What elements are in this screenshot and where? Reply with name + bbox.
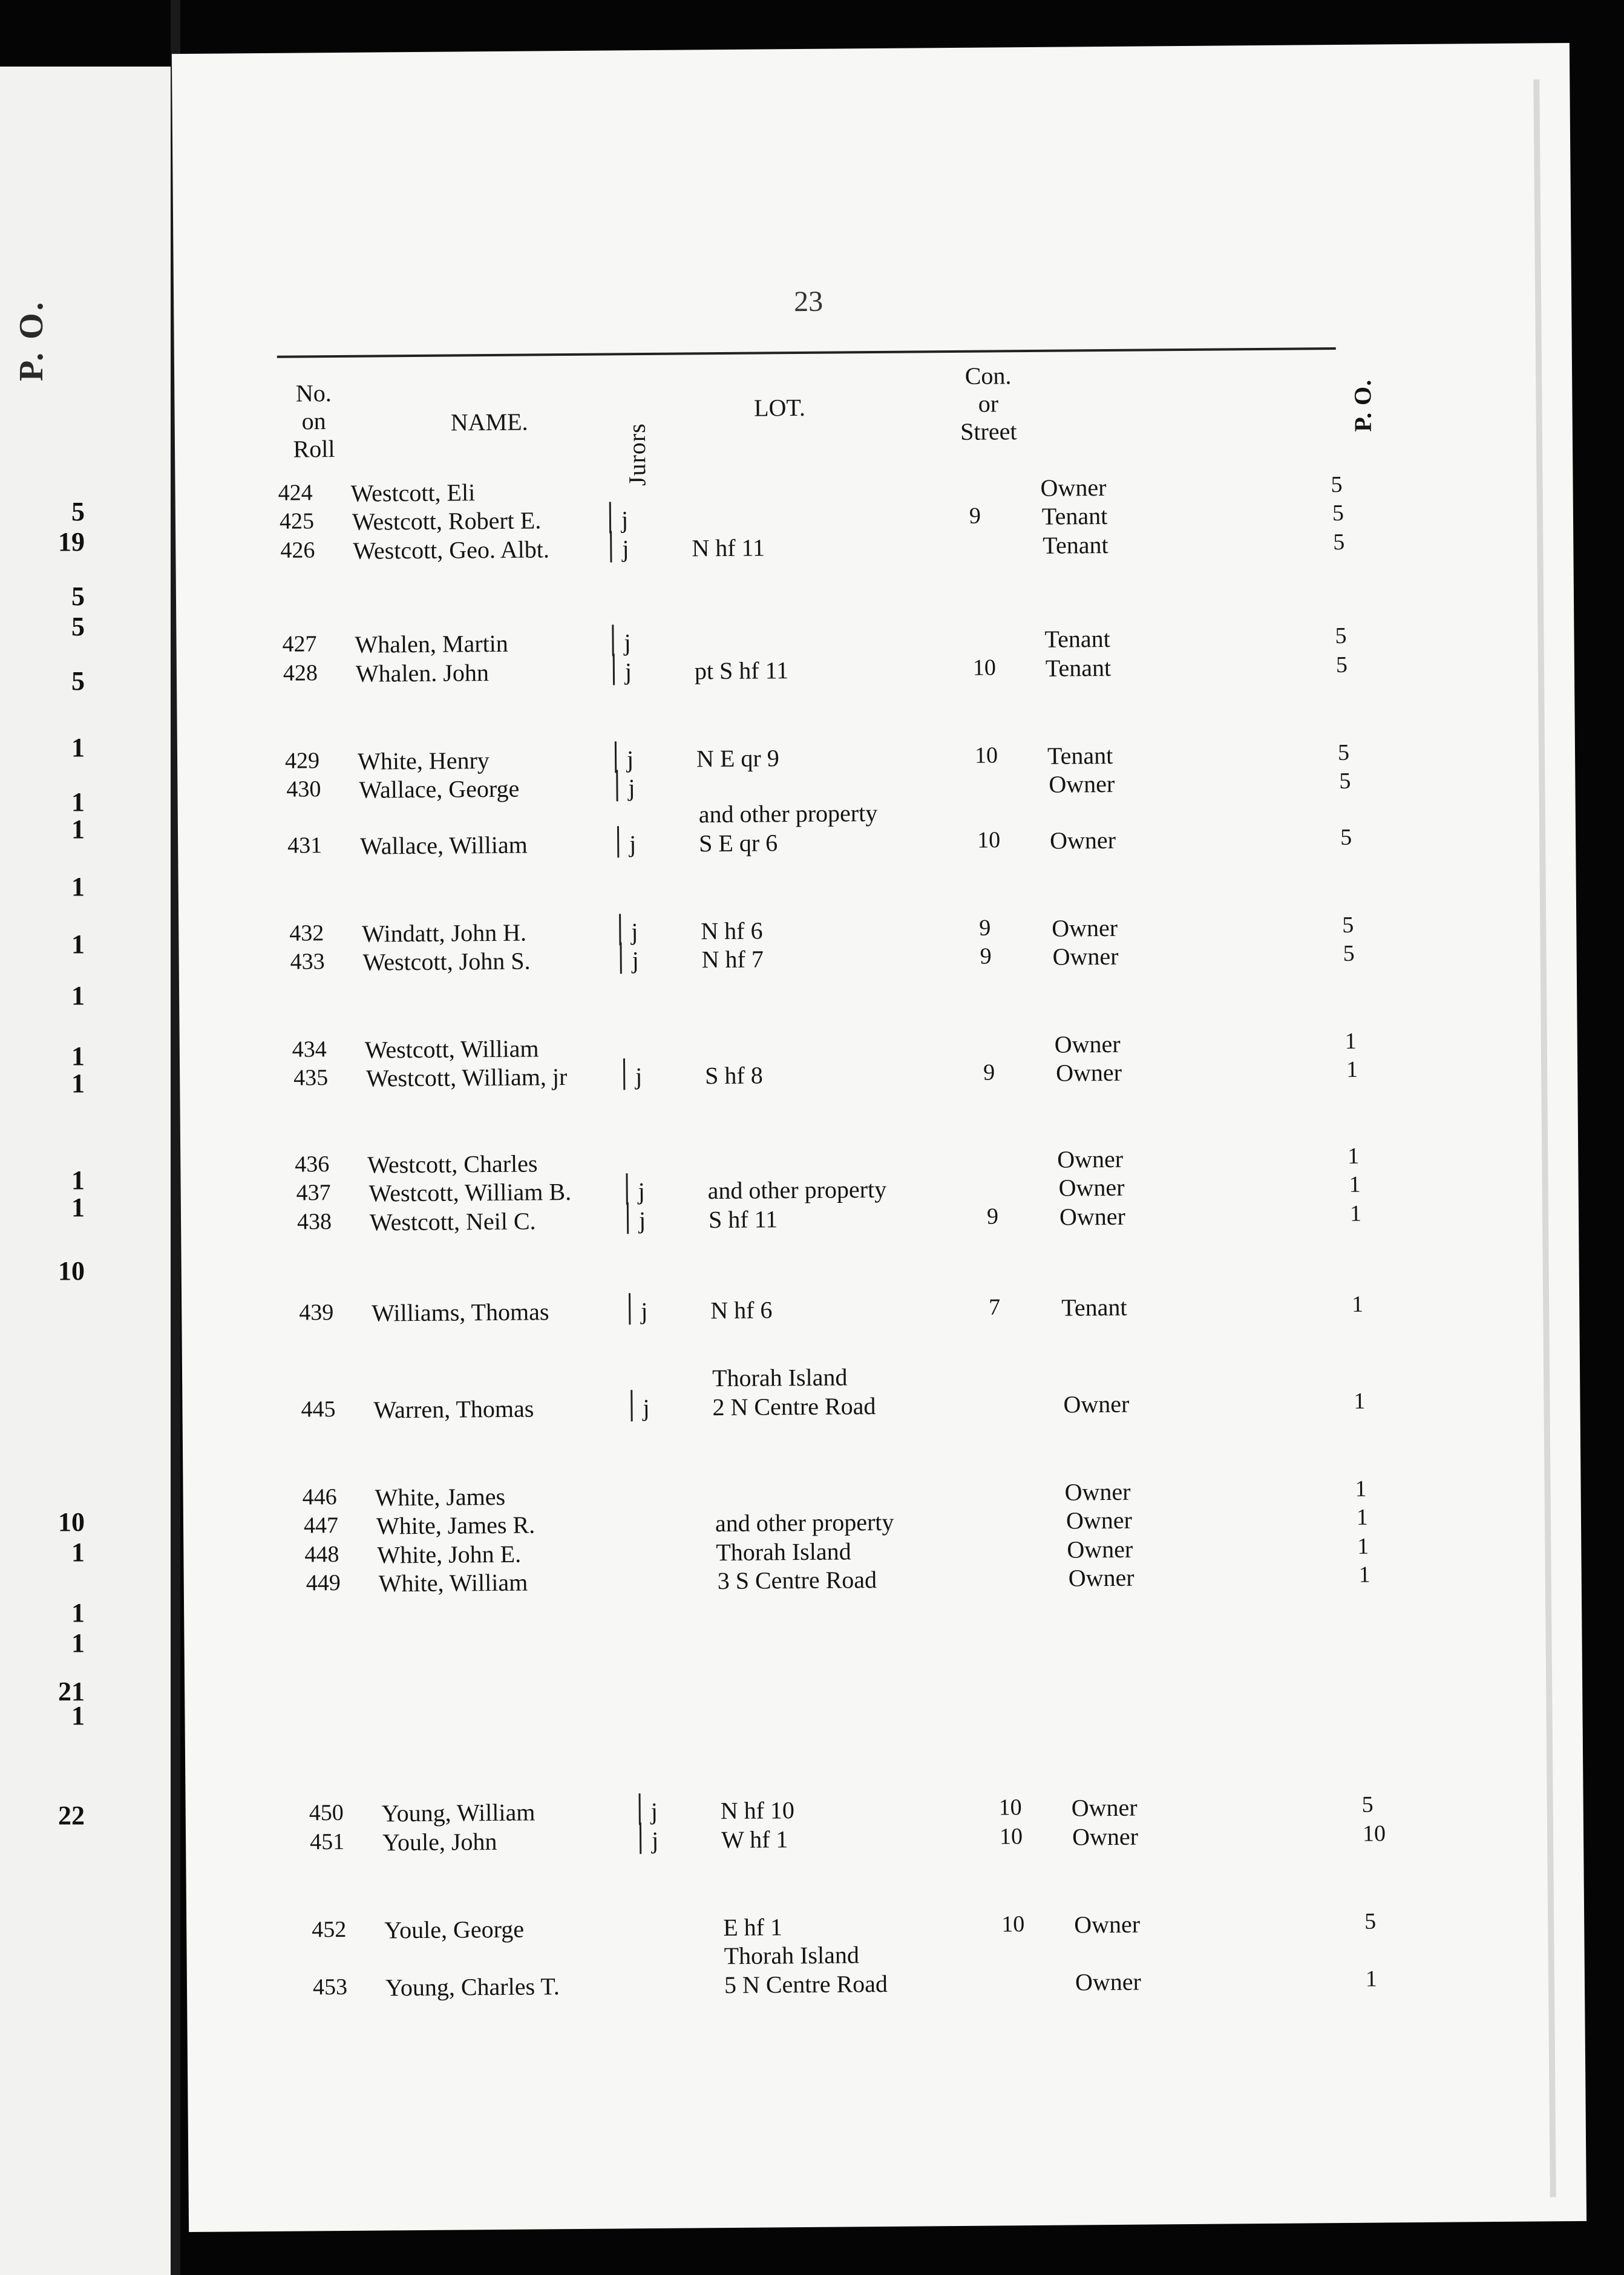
voter-name: Westcott, Charles [367,1150,538,1179]
roll-number: 439 [299,1300,334,1326]
tenure-status: Owner [1054,1030,1121,1058]
left-margin-po-number: 21 [58,1677,85,1706]
voter-name: Westcott, John S. [362,947,531,976]
voter-name: Whalen. John [355,659,489,687]
lot-description: 2 N Centre Road [712,1392,876,1421]
concession-number: 9 [969,503,981,529]
juror-mark: j [631,918,638,946]
juror-mark: j [638,1206,646,1234]
post-office-number: 1 [1349,1171,1361,1197]
voter-name: Westcott, Neil C. [369,1207,536,1236]
post-office-number: 5 [1333,529,1345,555]
juror-bracket [613,653,615,685]
left-margin-po-number: 5 [71,497,85,526]
juror-bracket [612,624,614,656]
juror-bracket [620,942,621,974]
roll-number: 436 [295,1151,330,1177]
roll-number: 427 [282,631,317,657]
lot-description: 3 S Centre Road [717,1566,877,1595]
left-margin-po-label: P. O. [13,300,50,381]
left-margin-po-number: 22 [58,1801,85,1830]
roll-number: 434 [292,1036,327,1062]
voter-name: White, Henry [357,747,489,775]
left-margin-po-number: 5 [71,581,85,611]
roll-number: 425 [279,508,315,534]
juror-bracket [615,741,617,773]
concession-number: 10 [1001,1911,1025,1937]
juror-bracket [617,826,619,857]
roll-number: 435 [293,1065,329,1091]
left-margin-po-number: 1 [71,1598,85,1628]
voter-name: Williams, Thomas [372,1298,549,1327]
lot-description: 5 N Centre Road [724,1969,888,1999]
voter-name: Westcott, William, jr [366,1063,568,1092]
post-office-number: 1 [1357,1533,1369,1559]
tenure-status: Owner [1040,474,1107,502]
voter-name: Whalen, Martin [355,629,508,658]
juror-bracket [630,1390,632,1421]
header-po: P. O. [1349,379,1377,432]
juror-bracket [626,1173,627,1205]
page-edge [1533,79,1556,2197]
voter-name: Wallace, George [359,774,520,804]
tenure-status: Owner [1066,1506,1133,1534]
tenure-status: Tenant [1044,624,1110,653]
tenure-status: Owner [1072,1822,1139,1851]
post-office-number: 1 [1349,1200,1362,1226]
post-office-number: 5 [1342,912,1354,938]
voter-name: Westcott, Robert E. [352,506,542,535]
tenure-status: Owner [1052,942,1119,971]
tenure-status: Owner [1067,1535,1133,1563]
tenure-status: Owner [1064,1478,1131,1506]
roll-number: 447 [303,1513,339,1539]
left-margin-po-number: 1 [71,1069,85,1098]
roll-number: 429 [284,748,320,774]
left-margin-po-number: 1 [71,1628,85,1658]
roll-number: 431 [287,833,323,859]
juror-bracket [609,502,611,533]
lot-description: N hf 6 [710,1296,773,1324]
juror-mark: j [628,774,635,802]
header-rule [277,347,1336,358]
voter-name: Westcott, Geo. Albt. [353,535,550,565]
post-office-number: 5 [1332,500,1344,526]
voter-name: White, James [375,1482,506,1511]
post-office-number: 5 [1337,739,1350,766]
post-office-number: 1 [1358,1562,1370,1588]
left-margin-po-number: 1 [71,1701,85,1730]
concession-number: 10 [974,742,998,768]
post-office-number: 1 [1344,1028,1357,1054]
roll-number: 451 [309,1828,345,1855]
left-margin-po-number: 1 [71,1537,85,1567]
tenure-status: Owner [1059,1202,1126,1231]
juror-mark: j [641,1297,648,1325]
voter-name: Warren, Thomas [373,1395,534,1424]
tenure-status: Owner [1052,914,1118,942]
roll-number: 453 [312,1974,348,2000]
header-con-or-street: Con. or Street [960,362,1017,445]
juror-bracket [639,1793,641,1825]
roll-number: 424 [278,480,313,506]
lot-description: W hf 1 [721,1825,788,1854]
tenure-status: Owner [1049,826,1116,854]
lot-description: S E qr 6 [698,829,778,857]
concession-number: 10 [999,1824,1023,1850]
post-office-number: 5 [1340,824,1352,850]
roll-number: 449 [306,1570,341,1596]
post-office-number: 1 [1347,1143,1360,1169]
lot-description: S hf 11 [708,1205,778,1234]
roll-number: 438 [296,1209,332,1235]
tenure-status: Tenant [1041,502,1108,530]
juror-mark: j [632,946,639,974]
post-office-number: 1 [1352,1291,1364,1317]
roll-number: 432 [289,920,324,946]
juror-mark: j [624,629,631,656]
post-office-number: 5 [1331,471,1343,498]
left-margin-po-number: 10 [58,1507,85,1537]
juror-bracket [610,531,612,562]
voter-name: Youle, George [384,1915,525,1944]
left-margin-po-number: 19 [58,527,85,557]
voter-name: Young, William [381,1798,535,1827]
left-margin-po-number: 1 [71,929,85,959]
tenure-status: Owner [1071,1793,1138,1822]
roll-number: 426 [280,537,315,563]
roll-number: 437 [296,1180,331,1206]
roll-number: 448 [304,1542,339,1568]
tenure-status: Tenant [1045,653,1112,682]
post-office-number: 5 [1335,623,1347,649]
concession-number: 9 [979,915,991,941]
tenure-status: Tenant [1043,531,1108,559]
left-margin-po-number: 1 [71,981,85,1010]
lot-description: and other property [715,1508,894,1537]
juror-bracket [623,1058,625,1090]
left-margin-po-number: 1 [71,872,85,902]
tenure-status: Owner [1075,1968,1142,1996]
post-office-number: 5 [1361,1792,1374,1818]
concession-number: 10 [998,1795,1022,1821]
concession-number: 7 [989,1294,1001,1320]
roll-number: 450 [309,1799,344,1826]
roll-number: 445 [301,1396,336,1422]
concession-number: 9 [986,1203,999,1229]
voter-name: Westcott, William [364,1035,539,1064]
lot-description: N hf 6 [701,917,763,945]
lot-extra: Thorah Island [712,1363,848,1392]
post-office-number: 1 [1346,1056,1358,1082]
voter-name: Windatt, John H. [362,918,527,948]
voter-name: Westcott, William B. [368,1178,572,1207]
concession-number: 9 [983,1059,995,1085]
juror-bracket [629,1293,630,1324]
lot-description: N hf 7 [701,945,764,974]
juror-mark: j [629,830,637,858]
tenure-status: Owner [1057,1145,1124,1173]
juror-mark: j [626,745,634,773]
post-office-number: 5 [1364,1908,1377,1934]
juror-bracket [640,1822,641,1854]
header-name: NAME. [450,408,528,436]
left-margin-po-number: 10 [58,1256,85,1286]
lot-description: E hf 1 [723,1913,783,1942]
lot-description: S hf 8 [705,1061,763,1090]
roll-page [172,43,1586,2232]
post-office-number: 10 [1362,1821,1386,1847]
tenure-status: Owner [1063,1390,1130,1418]
juror-mark: j [650,1797,658,1825]
concession-number: 10 [972,655,997,681]
left-margin-po-number: 5 [71,612,85,641]
juror-mark: j [651,1826,659,1854]
lot-description: and other property [707,1175,887,1205]
post-office-number: 1 [1354,1388,1366,1414]
header-lot: LOT. [753,393,806,422]
lot-extra: and other property [698,799,878,828]
juror-mark: j [621,506,629,534]
tenure-status: Owner [1068,1563,1135,1592]
left-facing-page [0,67,171,2275]
post-office-number: 1 [1355,1476,1367,1502]
lot-description: N hf 10 [720,1796,795,1825]
post-office-number: 5 [1339,768,1351,794]
juror-bracket [616,770,618,801]
left-margin-po-number: 1 [71,1165,85,1195]
voter-name: Wallace, William [360,831,528,860]
page-number: 23 [793,285,823,318]
tenure-status: Owner [1055,1058,1122,1087]
juror-mark: j [643,1393,650,1422]
lot-description: N E qr 9 [696,744,779,773]
concession-number: 9 [980,943,992,969]
concession-number: 10 [977,827,1001,853]
voter-name: Young, Charles T. [385,1972,560,2002]
lot-description: Thorah Island [716,1537,851,1566]
voter-name: White, John E. [377,1540,522,1569]
post-office-number: 5 [1335,652,1348,678]
juror-mark: j [638,1177,645,1205]
voter-name: Youle, John [382,1827,497,1856]
tenure-status: Owner [1074,1910,1141,1939]
lot-description: pt S hf 11 [694,656,789,685]
left-margin-po-number: 1 [71,1193,85,1222]
left-margin-po-number: 1 [71,1041,85,1071]
lot-description: N hf 11 [692,534,765,562]
roll-number: 452 [312,1916,347,1943]
roll-number: 430 [286,776,321,802]
juror-bracket [619,914,621,945]
post-office-number: 1 [1356,1504,1369,1530]
tenure-status: Tenant [1047,741,1113,770]
voter-name: White, James R. [376,1511,535,1540]
roll-number: 446 [302,1484,337,1510]
lot-extra: Thorah Island [724,1941,860,1970]
juror-mark: j [622,535,629,563]
post-office-number: 5 [1343,940,1355,966]
juror-bracket [627,1202,629,1234]
post-office-number: 1 [1365,1966,1378,1992]
roll-number: 428 [283,660,318,686]
tenure-status: Owner [1058,1173,1125,1202]
voter-name: White, William [378,1568,528,1597]
header-no-on-roll: No. on Roll [293,379,335,463]
tenure-status: Tenant [1061,1293,1127,1321]
left-margin-po-number: 1 [71,814,85,844]
juror-mark: j [624,658,632,686]
tenure-status: Owner [1049,770,1115,798]
left-margin-po-number: 1 [71,787,85,817]
voter-name: Westcott, Eli [350,479,476,507]
left-margin-po-number: 5 [71,666,85,696]
header-jurors: Jurors [623,423,651,486]
left-margin-po-number: 1 [71,733,85,762]
juror-mark: j [635,1062,643,1090]
roll-number: 433 [290,949,325,975]
